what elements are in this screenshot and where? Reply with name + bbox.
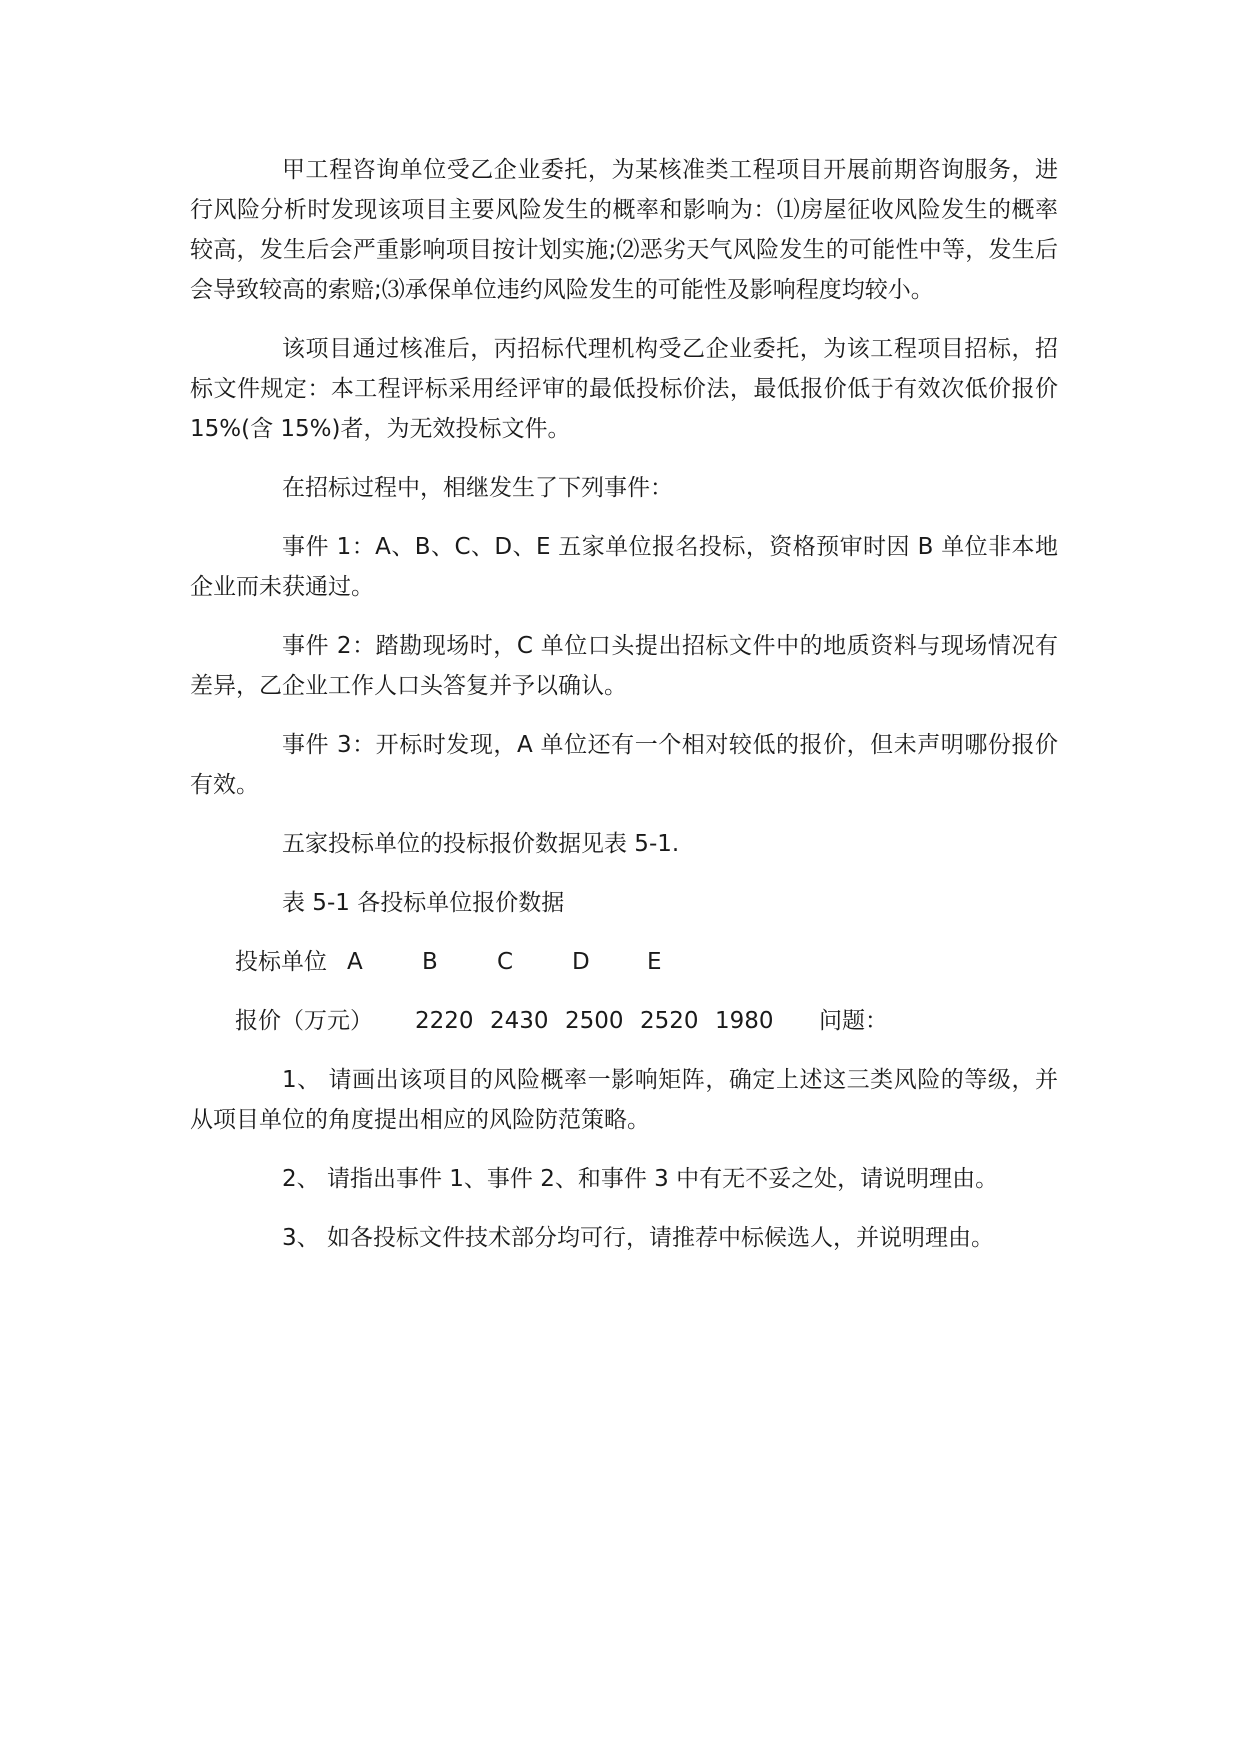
- question-1: 1、 请画出该项目的风险概率一影响矩阵，确定上述这三类风险的等级，并从项目单位的角度提出相应的风险防范策略。: [190, 1067, 1058, 1133]
- document-page: [190, 150, 1058, 1277]
- table-unit-a: A: [347, 949, 363, 975]
- table-reference-paragraph: 五家投标单位的投标报价数据见表 5-1.: [282, 831, 680, 857]
- table-header-label: 投标单位: [235, 949, 327, 975]
- question-3: 3、 如各投标文件技术部分均可行，请推荐中标候选人，并说明理由。: [282, 1225, 994, 1251]
- events-intro-paragraph: 在招标过程中，相继发生了下列事件：: [282, 475, 673, 501]
- table-unit-c: C: [497, 949, 514, 975]
- event-1-paragraph: 事件 1：A、B、C、D、E 五家单位报名投标，资格预审时因 B 单位非本地企业而未获通过。: [190, 534, 1058, 600]
- intro-paragraph: 甲工程咨询单位受乙企业委托，为某核准类工程项目开展前期咨询服务，进行风险分析时发现该项目主要风险发生的概率和影响为：⑴房屋征收风险发生的概率较高，发生后会严重影响项目按计划实施;⑵恶劣天气风险发生的可能性中等，发生后会导致较高的索赔;⑶承保单位违约风险发生的可能性及影响程度均较小。: [190, 157, 1058, 303]
- table-price-b: 2430: [490, 1008, 549, 1034]
- event-2-paragraph: 事件 2：踏勘现场时，C 单位口头提出招标文件中的地质资料与现场情况有差异，乙企业工作人口头答复并予以确认。: [190, 633, 1058, 699]
- table-price-row: [235, 1001, 1058, 1041]
- table-unit-b: B: [422, 949, 438, 975]
- table-header-row: [235, 942, 1058, 982]
- table-caption: 表 5-1 各投标单位报价数据: [282, 890, 565, 916]
- question-2: 2、 请指出事件 1、事件 2、和事件 3 中有无不妥之处，请说明理由。: [282, 1166, 999, 1192]
- questions-heading: 问题：: [819, 1008, 888, 1034]
- bidding-rule-paragraph: 该项目通过核准后，丙招标代理机构受乙企业委托，为该工程项目招标，招标文件规定：本工程评标采用经评审的最低投标价法，最低报价低于有效次低价报价 15%(含 15%)者，为无效投标文件。: [190, 336, 1058, 442]
- table-price-a: 2220: [415, 1008, 474, 1034]
- table-unit-d: D: [572, 949, 590, 975]
- table-price-e: 1980: [715, 1008, 774, 1034]
- event-3-paragraph: 事件 3：开标时发现，A 单位还有一个相对较低的报价，但未声明哪份报价有效。: [190, 732, 1058, 798]
- table-unit-e: E: [647, 949, 662, 975]
- table-price-d: 2520: [640, 1008, 699, 1034]
- table-price-label: 报价（万元）: [235, 1008, 373, 1034]
- table-price-c: 2500: [565, 1008, 624, 1034]
